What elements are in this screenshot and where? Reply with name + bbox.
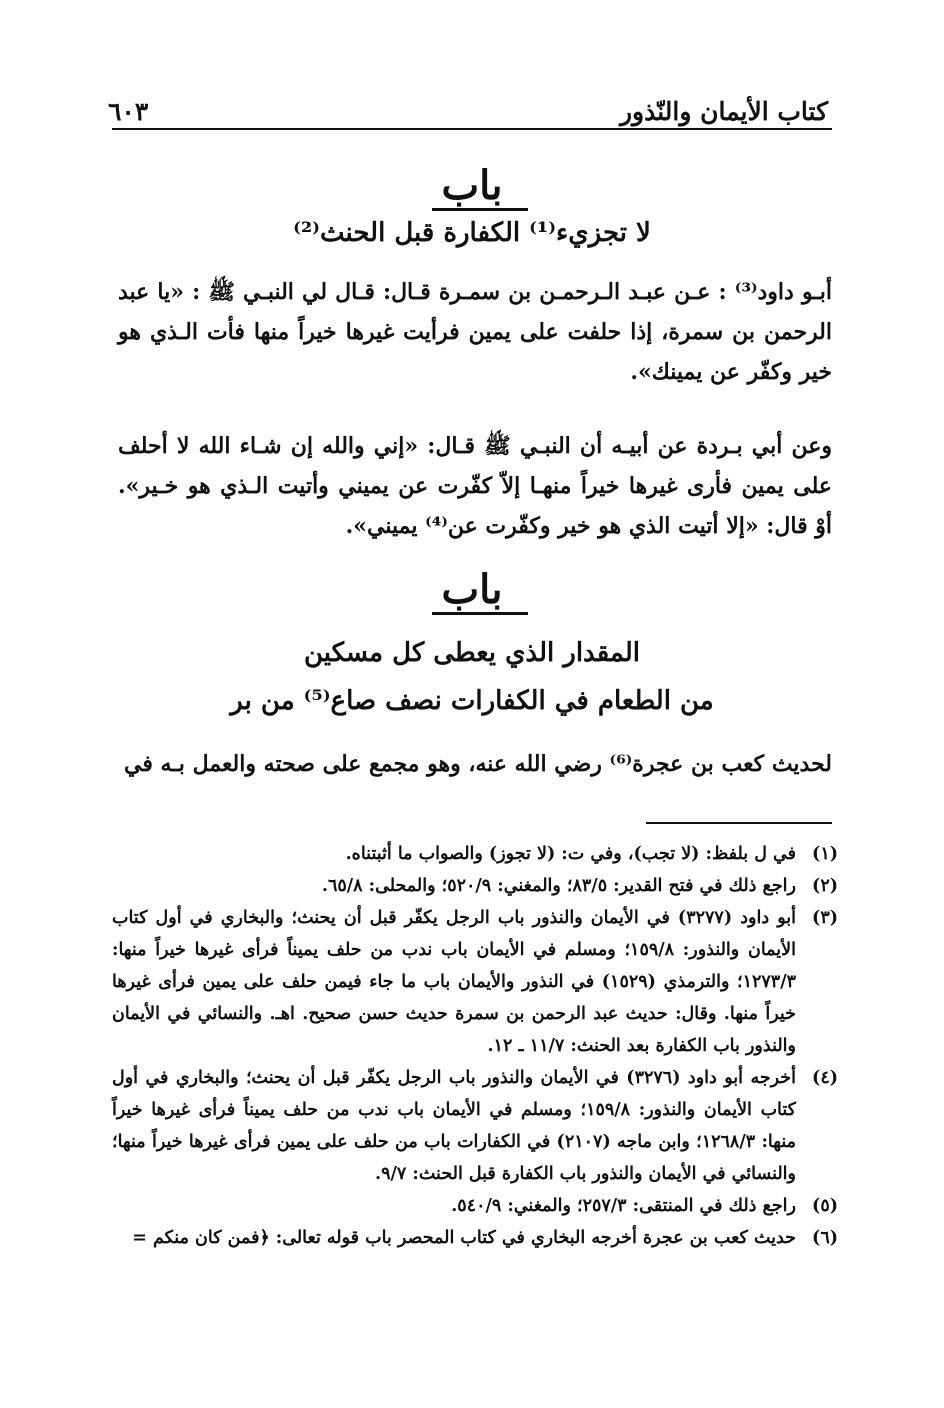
footnote <box>112 1222 838 1254</box>
footnote-separator <box>646 822 832 824</box>
footnote <box>112 870 838 902</box>
footnotes <box>112 838 838 1254</box>
heading-underline-1 <box>432 208 528 211</box>
chapter-title-1: لا تجزيء⁽¹⁾ الكفارة قبل الحنث⁽²⁾ <box>293 218 651 248</box>
page-header <box>108 86 828 126</box>
heading-underline-2 <box>432 612 528 615</box>
footnote-text: أبو داود (٣٢٧٧) في الأيمان والنذور باب الرجل يكفّر قبل أن يحنث؛ والبخاري في أول كتاب الأيمان والنذور: ١٥٩/٨؛ ومسلم في الأيمان باب ندب من حلف يميناً فرأى غيرها خيراً منها: ١٢٧٣/٣؛ والترمذي (١٥٢٩) في النذور والأيمان باب ما جاء فيمن حلف على يمين فرأى غيرها خيراً منها. وقال: حديث عبد الرحمن بن سمرة حديث حسن صحيح. اهـ. والنسائي في الأيمان والنذور باب الكفارة بعد الحنث: ١١/٧ ـ ١٢. <box>112 908 796 1056</box>
footnote <box>112 902 838 1062</box>
footnote-number: (١) <box>812 844 838 864</box>
hadith-paragraph-1: أبـو داود⁽³⁾ : عـن عبـد الـرحمـن بن سمـرة قـال: قـال لي النبـي ﷺ : «يا عبد الرحمن بن سمرة، إذا حلفت على يمين فرأيت غيرها خيراً منها فأت الـذي هو خير وكفّر عن يمينك». <box>118 279 832 385</box>
running-title: كتاب الأيمان والنّذور <box>619 97 828 126</box>
footnote <box>112 1190 838 1222</box>
footnote <box>112 838 838 870</box>
section-heading-2: باب <box>441 566 503 613</box>
footnote-text: في ل بلفظ: (لا تجب)، وفي ت: (لا تجوز) والصواب ما أثبتناه. <box>345 844 796 864</box>
footnote-text: حديث كعب بن عجرة أخرجه البخاري في كتاب المحصر باب قوله تعالى: ﴿فمن كان منكم = <box>132 1228 796 1248</box>
footnote <box>112 1062 838 1190</box>
chapter-title-2b: من الطعام في الكفارات نصف صاع⁽⁵⁾ من بر <box>230 686 714 716</box>
footnote-text: أخرجه أبو داود (٣٢٧٦) في الأيمان والنذور باب الرجل يكفّر قبل أن يحنث؛ والبخاري في أول كتاب الأيمان والنذور: ١٥٩/٨؛ ومسلم في الأيمان باب ندب من حلف يميناً فرأى غيرها خيراً منها: ١٢٦٨/٣؛ وابن ماجه (٢١٠٧) في الكفارات باب من حلف على يمين فرأى غيرها خيراً منها؛ والنسائي في الأيمان والنذور باب الكفارة قبل الحنث: ٩/٧. <box>112 1068 796 1184</box>
section2-paragraph: لحديث كعب بن عجرة⁽⁶⁾ رضي الله عنه، وهو مجمع على صحته والعمل بـه في <box>124 751 832 777</box>
footnote-text: راجع ذلك في فتح القدير: ٨٣/٥؛ والمغني: ٥٢٠/٩؛ والمحلى: ٦٥/٨. <box>321 876 796 896</box>
footnote-number: (٣) <box>812 908 838 928</box>
footnote-number: (٦) <box>812 1228 838 1248</box>
footnote-text: راجع ذلك في المنتقى: ٢٥٧/٣؛ والمغني: ٥٤٠/٩. <box>451 1196 796 1216</box>
section-heading-1: باب <box>441 162 503 209</box>
footnote-number: (٥) <box>812 1196 838 1216</box>
hadith-paragraph-2: وعن أبي بـردة عن أبيـه أن النبـي ﷺ قـال: «إني والله إن شـاء الله لا أحلف على يمين فأرى غيرها خيراً منهـا إلاّ كفّرت عن يميني وأتيت الـذي هو خـير». أوْ قال: «إلا أتيت الذي هو خير وكفّرت عن⁽⁴⁾ يميني». <box>118 433 832 539</box>
chapter-title-2a: المقدار الذي يعطى كل مسكين <box>303 638 641 668</box>
footnote-number: (٤) <box>812 1068 838 1088</box>
footnote-number: (٢) <box>812 876 838 896</box>
page-number: ٦٠٣ <box>108 97 149 126</box>
header-rule <box>112 128 832 130</box>
